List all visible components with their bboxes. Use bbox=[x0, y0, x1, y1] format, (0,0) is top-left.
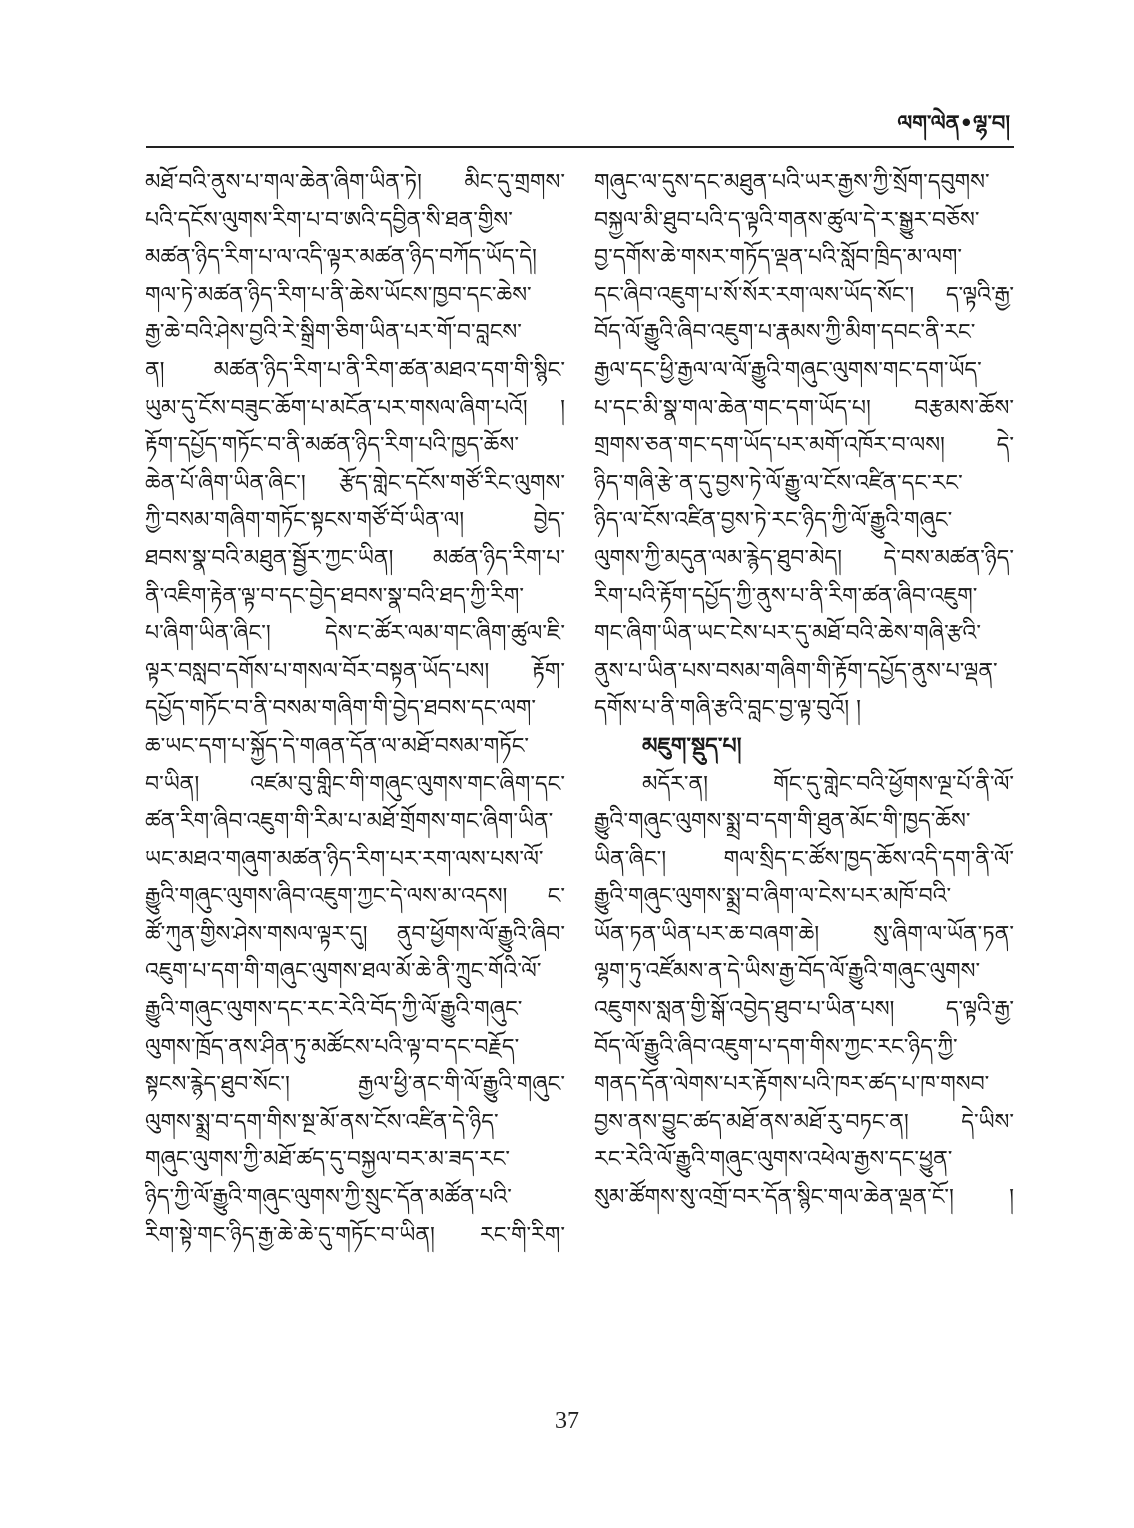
text-line: སྟངས་རྙེད་ཐུབ་སོང་། རྒྱལ་ཕྱི་ནང་གི་ལོ་རྒྱུའི་གཞུང་ bbox=[145, 1072, 565, 1098]
text-line: ལུགས་སྨྲ་བ་དག་གིས་སྔ་མོ་ནས་ངོས་འཛིན་དེ་ཉིད་ bbox=[145, 1109, 499, 1135]
text-line: རྒྱུའི་གཞུང་ལུགས་དང་རང་རེའི་བོད་ཀྱི་ལོ་རྒྱུའི་གཞུང་ bbox=[145, 997, 523, 1023]
page-number: 37 bbox=[555, 1408, 579, 1434]
text-line: བ་ཡིན། འཛམ་བུ་གླིང་གི་གཞུང་ལུགས་གང་ཞིག་དང་ bbox=[145, 771, 565, 797]
text-line: པའི་དངོས་ལུགས་རིག་པ་བ་ཨའི་དབྱིན་སི་ཐན་གྱིས་ bbox=[145, 207, 513, 233]
text-line: རིག་སྟེ་གང་ཉིད་རྒྱ་ཆེ་ཆེ་དུ་གཏོང་བ་ཡིན། རང་གི་རིག་ bbox=[145, 1222, 565, 1248]
text-line: བྱས་ནས་བྱུང་ཚད་མཐོ་ནས་མཐོ་རུ་བཏང་ན། དེ་ཡིས་ bbox=[594, 1109, 1014, 1135]
text-line: ལྟར་བསླབ་དགོས་པ་གསལ་བོར་བསྟན་ཡོད་པས། རྟོག་ bbox=[145, 658, 565, 684]
text-line: རྒྱུའི་གཞུང་ལུགས་སྨྲ་བ་ཞིག་ལ་ངེས་པར་མཁོ་བའི་ bbox=[594, 884, 952, 910]
text-line: ལུགས་ཀྱི་མདུན་ལམ་རྙེད་ཐུབ་མེད། དེ་བས་མཚན་ཉིད་ bbox=[594, 545, 1014, 571]
text-line: འཇུགས་སླན་གྱི་སྒོ་འབྱེད་ཐུབ་པ་ཡིན་པས། ད་ལྟའི་རྒྱ་ bbox=[594, 997, 1014, 1023]
text-line: གྲགས་ཅན་གང་དག་ཡོད་པར་མགོ་འཁོར་བ་ལས། དེ་ bbox=[594, 433, 1014, 459]
text-line: གང་ཞིག་ཡིན་ཡང་ངེས་པར་དུ་མཐོ་བའི་ཆེས་གཞི་རྩའི་ bbox=[594, 621, 982, 647]
text-line: ལྷག་ཏུ་འཛོམས་ན་དེ་ཡིས་རྒྱ་བོད་ལོ་རྒྱུའི་གཞུང་ལུགས་ bbox=[594, 959, 981, 985]
header-rule bbox=[146, 146, 1014, 148]
text-line: སུམ་ཚོགས་སུ་འགྲོ་བར་དོན་སྙིང་གལ་ཆེན་ལྡན་ངོ་། ། bbox=[594, 1185, 1014, 1211]
text-line: ལུགས་ཁྲོད་ནས་ཤིན་ཏུ་མཚོངས་པའི་ལྟ་བ་དང་བརྗོད་ bbox=[145, 1034, 520, 1060]
text-line: གནད་དོན་ལེགས་པར་རྟོགས་པའི་ཁར་ཚད་པ་ཁ་གསབ་ bbox=[594, 1072, 990, 1098]
text-line: དཔྱོད་གཏོང་བ་ནི་བསམ་གཞིག་གི་བྱེད་ཐབས་དང་ལག་ bbox=[145, 696, 536, 722]
text-line: མདོར་ན། གོང་དུ་གླེང་བའི་ཕྱོགས་ལྔ་པོ་ནི་ལོ་ bbox=[642, 771, 1014, 797]
text-line: རིག་པའི་རྟོག་དཔྱོད་ཀྱི་ནུས་པ་ནི་རིག་ཚན་ཞིབ་འཇུག་ bbox=[594, 583, 978, 609]
left-column bbox=[145, 164, 565, 1389]
running-header: ལག་ལེན•ལྷ་བ། bbox=[897, 111, 1010, 135]
text-line: ཡང་མཐའ་གཞུག་མཚན་ཉིད་རིག་པར་རག་ལས་པས་ལོ་ bbox=[145, 846, 544, 872]
text-line: བོད་ལོ་རྒྱུའི་ཞིབ་འཇུག་པ་རྣམས་ཀྱི་མིག་དབང་ནི་རང་ bbox=[594, 320, 976, 346]
text-line: ཉིད་ལ་ངོས་འཛིན་བྱས་ཏེ་རང་ཉིད་ཀྱི་ལོ་རྒྱུའི་གཞུང་ bbox=[594, 508, 953, 534]
text-line: བསྐྱལ་མི་ཐུབ་པའི་ད་ལྟའི་གནས་ཚུལ་དེ་ར་སྒྱུར་བཅོས་ bbox=[594, 207, 980, 233]
text-line: རྒྱ་ཆེ་བའི་ཤེས་བྱའི་རེ་སྒྲིག་ཅིག་ཡིན་པར་གོ་བ་བླངས་ bbox=[145, 320, 522, 346]
text-line: པ་ཞིག་ཡིན་ཞིང་། དེས་ང་ཚོར་ལམ་གང་ཞིག་ཚུལ་ཇི་ bbox=[145, 621, 565, 647]
text-line: ཉིད་ཀྱི་ལོ་རྒྱུའི་གཞུང་ལུགས་ཀྱི་སྲུང་དོན་མཚོན་པའི་ bbox=[145, 1185, 512, 1211]
text-line: ཚོ་ཀུན་གྱིས་ཤེས་གསལ་ལྟར་དུ། ནུབ་ཕྱོགས་ལོ་རྒྱུའི་ཞིབ་ bbox=[145, 921, 565, 947]
text-line: ཐབས་སྣ་བའི་མཐུན་སྦྱོར་ཀྱང་ཡིན། མཚན་ཉིད་རིག་པ་ bbox=[145, 545, 565, 571]
text-line: དང་ཞིབ་འཇུག་པ་སོ་སོར་རག་ལས་ཡོད་སོང་། ད་ལྟའི་རྒྱ་ bbox=[594, 282, 1014, 308]
text-line: མཚན་ཉིད་རིག་པ་ལ་འདི་ལྟར་མཚན་ཉིད་བཀོད་ཡོད་དེ། bbox=[145, 245, 537, 271]
text-line: ཡུམ་དུ་ངོས་བཟུང་ཆོག་པ་མངོན་པར་གསལ་ཞིག་པའོ། ། bbox=[145, 395, 565, 421]
text-line: ན། མཚན་ཉིད་རིག་པ་ནི་རིག་ཚན་མཐའ་དག་གི་སྙིང་ bbox=[145, 357, 565, 383]
section-heading: མཇུག་སྡུད་པ། bbox=[642, 733, 742, 759]
text-line: ཆེན་པོ་ཞིག་ཡིན་ཞིང་། རྩོད་གླེང་དངོས་གཙོ་རིང་ལུགས་ bbox=[145, 470, 565, 496]
text-line: རྟོག་དཔྱོད་གཏོང་བ་ནི་མཚན་ཉིད་རིག་པའི་ཁྱད་ཆོས་ bbox=[145, 433, 519, 459]
text-line: པ་དང་མི་སྣ་གལ་ཆེན་གང་དག་ཡོད་པ། བརྩམས་ཆོས་ bbox=[594, 395, 1014, 421]
right-column bbox=[594, 164, 1014, 1389]
text-line: རྒྱུའི་གཞུང་ལུགས་སྨྲ་བ་དག་གི་ཐུན་མོང་གི་ཁྱད་ཆོས་ bbox=[594, 809, 971, 835]
text-line: ཡིན་ཞིང་། གལ་སྲིད་ང་ཚོས་ཁྱད་ཆོས་འདི་དག་ནི་ལོ་ bbox=[594, 846, 1014, 872]
text-line: རྒྱལ་དང་ཕྱི་རྒྱལ་ལ་ལོ་རྒྱུའི་གཞུང་ལུགས་གང་དག་ཡོད་ bbox=[594, 357, 982, 383]
text-line: གལ་ཏེ་མཚན་ཉིད་རིག་པ་ནི་ཆེས་ཡོངས་ཁྱབ་དང་ཆེས་ bbox=[145, 282, 532, 308]
text-line: རང་རེའི་ལོ་རྒྱུའི་གཞུང་ལུགས་འཕེལ་རྒྱས་དང་ཕྱུན་ bbox=[594, 1147, 953, 1173]
text-line: འཇུག་པ་དག་གི་གཞུང་ལུགས་ཐལ་མོ་ཆེ་ནི་ཀྲུང་གོའི་ལོ་ bbox=[145, 959, 542, 985]
text-line: ནི་འཇིག་རྟེན་ལྟ་བ་དང་བྱེད་ཐབས་སྣ་བའི་ཐད་ཀྱི་རིག་ bbox=[145, 583, 525, 609]
text-line: གཞུང་ལུགས་ཀྱི་མཐོ་ཚད་དུ་བསྐྱལ་བར་མ་ཟད་རང་ bbox=[145, 1147, 511, 1173]
text-line: ཡོན་ཏན་ཡིན་པར་ཆ་བཞག་ཆེ། སུ་ཞིག་ལ་ཡོན་ཏན་ bbox=[594, 921, 1014, 947]
text-line: ཉིད་གཞི་རྩེ་ན་དུ་བྱས་ཏེ་ལོ་རྒྱུ་ལ་ངོས་འཛིན་དང་རང་ bbox=[594, 470, 963, 496]
text-line: གཞུང་ལ་དུས་དང་མཐུན་པའི་ཡར་རྒྱས་ཀྱི་སྲོག་དབུགས་ bbox=[594, 170, 990, 195]
text-line: དགོས་པ་ནི་གཞི་རྩའི་བླང་བྱ་ལྟ་བུའོ། ། bbox=[594, 696, 862, 722]
text-line: རྒྱུའི་གཞུང་ལུགས་ཞིབ་འཇུག་ཀྱང་དེ་ལས་མ་འདས། ང་ bbox=[145, 884, 565, 910]
text-line: ཚན་རིག་ཞིབ་འཇུག་གི་རིམ་པ་མཐོ་གྲོགས་གང་ཞིག་ཡིན་ bbox=[145, 809, 554, 835]
text-line: ཀྱི་བསམ་གཞིག་གཏོང་སྟངས་གཙོ་བོ་ཡིན་ལ། བྱེད་ bbox=[145, 508, 565, 534]
text-line: ནུས་པ་ཡིན་པས་བསམ་གཞིག་གི་རྟོག་དཔྱོད་ནུས་པ་ལྡན་ bbox=[594, 658, 998, 684]
text-line: བྱ་དགོས་ཆེ་གསར་གཏོད་ལྡན་པའི་སློབ་ཁྲིད་མ་ལག་ bbox=[594, 245, 962, 271]
text-line: མཐོ་བའི་ནུས་པ་གལ་ཆེན་ཞིག་ཡིན་ཏེ། མིང་དུ་གྲགས་ bbox=[145, 170, 565, 195]
text-line: ཆ་ཡང་དག་པ་སྐྱོད་དེ་གཞན་དོན་ལ་མཐོ་བསམ་གཏོང་ bbox=[145, 733, 530, 759]
text-line: བོད་ལོ་རྒྱུའི་ཞིབ་འཇུག་པ་དག་གིས་ཀྱང་རང་ཉིད་ཀྱི་ bbox=[594, 1034, 958, 1060]
